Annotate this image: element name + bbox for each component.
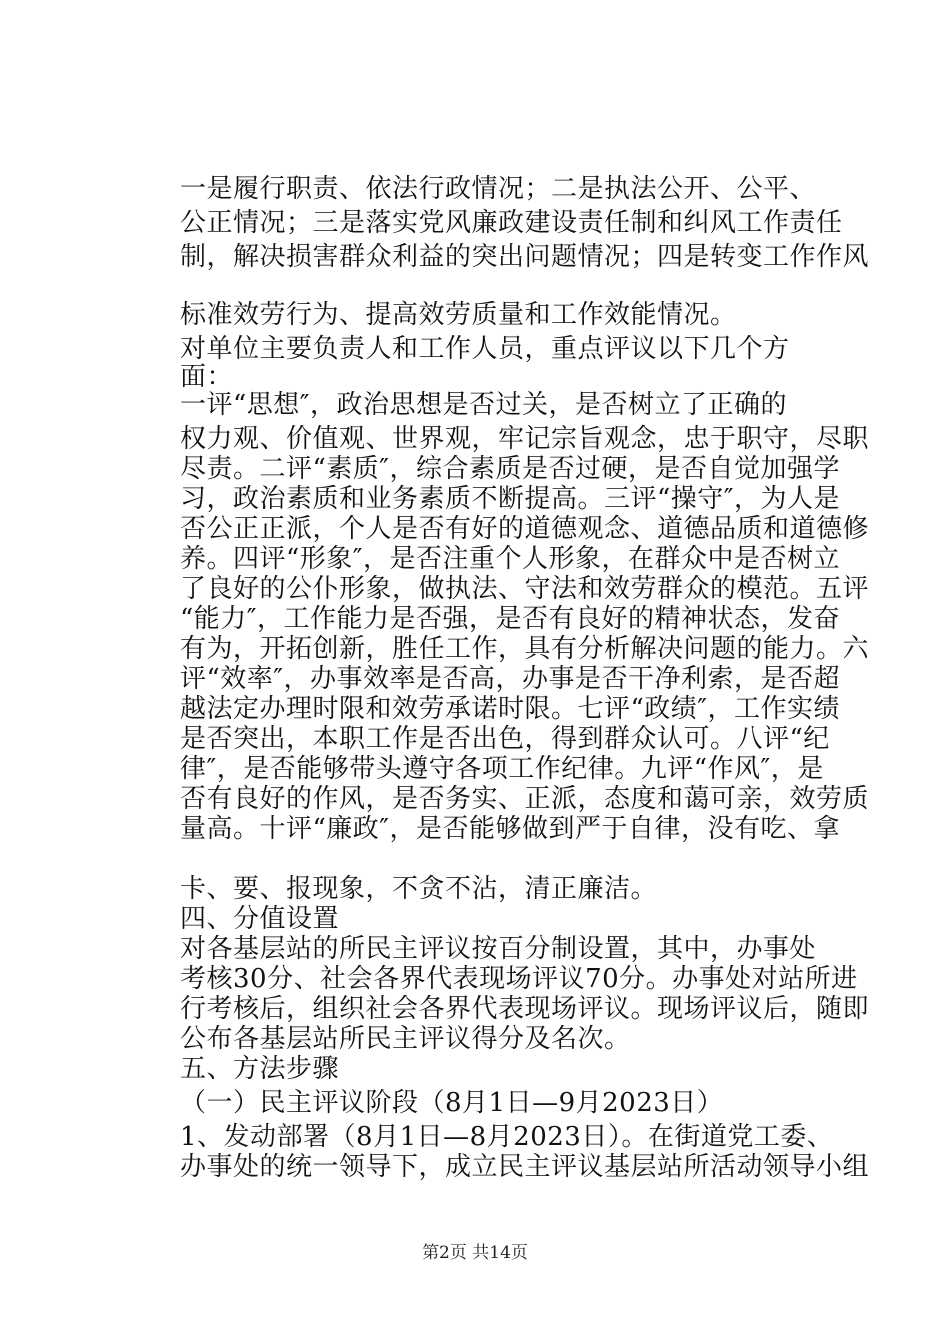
body-text-line: 了良好的公仆形象，做执法、守法和效劳群众的模范。五评 bbox=[180, 574, 870, 604]
body-text-line: 评“效率″，办事效率是否高，办事是否干净利索，是否超 bbox=[180, 664, 841, 694]
body-text-line: 否公正正派，个人是否有好的道德观念、道德品质和道德修 bbox=[180, 514, 870, 544]
body-text-line: 考核30分、社会各界代表现场评议70分。办事处对站所进 bbox=[180, 964, 858, 994]
body-text-line: 行考核后，组织社会各界代表现场评议。现场评议后，随即 bbox=[180, 994, 870, 1024]
body-text-line: 面： bbox=[180, 362, 234, 392]
body-text-line: 有为，开拓创新，胜任工作，具有分析解决问题的能力。六 bbox=[180, 634, 870, 664]
body-text-line: 制，解决损害群众利益的突出问题情况；四是转变工作作风 bbox=[180, 242, 870, 272]
body-text-line: 公正情况；三是落实党风廉政建设责任制和纠风工作责任 bbox=[180, 208, 843, 238]
section-heading: 五、方法步骤 bbox=[180, 1054, 340, 1084]
body-text-line: 一评“思想″，政治思想是否过关，是否树立了正确的 bbox=[180, 390, 788, 420]
body-text-line: 一是履行职责、依法行政情况；二是执法公开、公平、 bbox=[180, 174, 817, 204]
body-text-line: 1、发动部署（8月1日—8月2023日）。在街道党工委、 bbox=[180, 1122, 834, 1152]
body-text-line: 对单位主要负责人和工作人员，重点评议以下几个方 bbox=[180, 334, 790, 364]
body-text-line: 习，政治素质和业务素质不断提高。三评“操守″，为人是 bbox=[180, 484, 841, 514]
body-text-line: 量高。十评“廉政″，是否能够做到严于自律，没有吃、拿 bbox=[180, 814, 841, 844]
body-text-line: 是否突出，本职工作是否出色，得到群众认可。八评“纪 bbox=[180, 724, 830, 754]
body-text-line: 公布各基层站所民主评议得分及名次。 bbox=[180, 1024, 631, 1054]
body-text-line: 否有良好的作风，是否务实、正派，态度和蔼可亲，效劳质 bbox=[180, 784, 870, 814]
body-text-line: 对各基层站的所民主评议按百分制设置，其中，办事处 bbox=[180, 934, 817, 964]
section-heading: 四、分值设置 bbox=[180, 904, 340, 934]
body-text-line: 标准效劳行为、提高效劳质量和工作效能情况。 bbox=[180, 300, 737, 330]
subsection-heading: （一）民主评议阶段（8月1日—9月2023日） bbox=[180, 1088, 724, 1118]
body-text-line: 尽责。二评“素质″，综合素质是否过硬，是否自觉加强学 bbox=[180, 454, 841, 484]
body-text-line: 养。四评“形象″，是否注重个人形象，在群众中是否树立 bbox=[180, 544, 841, 574]
body-text-line: 卡、要、报现象，不贪不沾，清正廉洁。 bbox=[180, 874, 658, 904]
body-text-line: “能力″，工作能力是否强，是否有良好的精神状态，发奋 bbox=[180, 604, 841, 634]
body-text-line: 权力观、价值观、世界观，牢记宗旨观念，忠于职守，尽职 bbox=[180, 424, 870, 454]
body-text-line: 律″，是否能够带头遵守各项工作纪律。九评“作风″，是 bbox=[180, 754, 824, 784]
body-text-line: 越法定办理时限和效劳承诺时限。七评“政绩″，工作实绩 bbox=[180, 694, 841, 724]
body-text-line: 办事处的统一领导下，成立民主评议基层站所活动领导小组 bbox=[180, 1152, 870, 1182]
page-number-footer: 第2页 共14页 bbox=[422, 1243, 528, 1263]
